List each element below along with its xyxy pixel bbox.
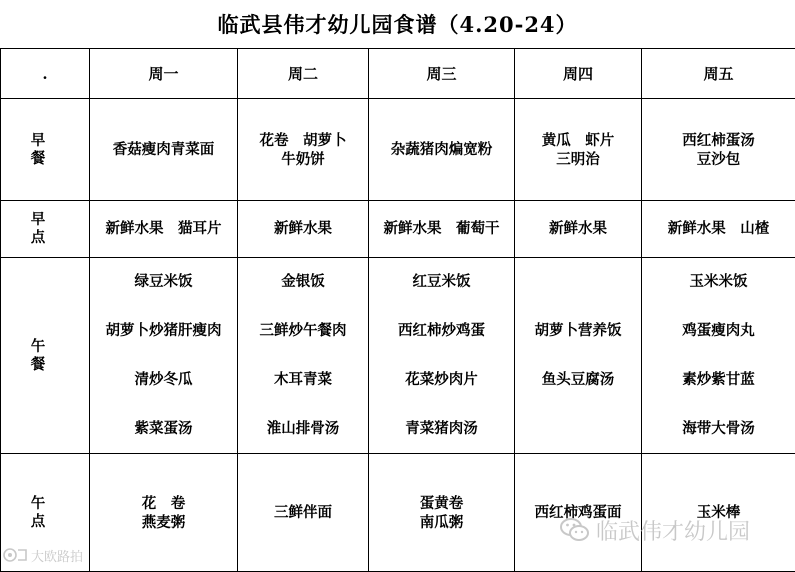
morning-snack-wed: 新鲜水果 葡萄干 bbox=[369, 201, 515, 258]
dish: 金银饭 bbox=[240, 258, 366, 306]
dish: 玉米米饭 bbox=[644, 258, 793, 306]
wechat-icon bbox=[560, 517, 590, 543]
dish: 鱼头豆腐汤 bbox=[517, 356, 639, 404]
meal-label-afternoon-snack: 午 点 bbox=[1, 454, 90, 572]
dish: 胡萝卜营养饭 bbox=[517, 307, 639, 355]
lunch-fri bbox=[642, 258, 795, 454]
dish: 燕麦粥 bbox=[92, 513, 235, 532]
corner-cell: . bbox=[1, 49, 90, 99]
dish: 鸡蛋瘦肉丸 bbox=[644, 307, 793, 355]
morning-snack-row bbox=[1, 201, 795, 258]
breakfast-wed bbox=[369, 99, 515, 201]
dish: 素炒紫甘蓝 bbox=[644, 356, 793, 404]
breakfast-row bbox=[1, 99, 795, 201]
dish: 牛奶饼 bbox=[240, 150, 366, 169]
dish: 海带大骨汤 bbox=[644, 405, 793, 453]
lunch-wed bbox=[369, 258, 515, 454]
breakfast-mon bbox=[90, 99, 238, 201]
dish: 木耳青菜 bbox=[240, 356, 366, 404]
dish bbox=[517, 405, 639, 453]
dish: 淮山排骨汤 bbox=[240, 405, 366, 453]
dish: 三鲜伴面 bbox=[240, 503, 366, 522]
dish: 三鲜炒午餐肉 bbox=[240, 307, 366, 355]
meal-label-breakfast: 早 餐 bbox=[1, 99, 90, 201]
dish: 黄瓜 虾片 bbox=[517, 131, 639, 150]
afternoon-snack-mon bbox=[90, 454, 238, 572]
meal-label-lunch: 午 餐 bbox=[1, 258, 90, 454]
day-header-tue: 周二 bbox=[238, 49, 369, 99]
breakfast-tue bbox=[238, 99, 369, 201]
dish: 西红柿炒鸡蛋 bbox=[371, 307, 512, 355]
dish: 清炒冬瓜 bbox=[92, 356, 235, 404]
dish: 蛋黄卷 bbox=[371, 494, 512, 513]
day-header-mon: 周一 bbox=[90, 49, 238, 99]
day-header-wed: 周三 bbox=[369, 49, 515, 99]
breakfast-thu bbox=[515, 99, 642, 201]
dish: 玉米棒 bbox=[644, 503, 793, 522]
dish: 花 卷 bbox=[92, 494, 235, 513]
dish: 香菇瘦肉青菜面 bbox=[92, 140, 235, 159]
breakfast-fri bbox=[642, 99, 795, 201]
dish: 花卷 胡萝卜 bbox=[240, 131, 366, 150]
meal-label-morning-snack: 早 点 bbox=[1, 201, 90, 258]
dish: 花菜炒肉片 bbox=[371, 356, 512, 404]
bottom-watermark-text: 大欧路拍 bbox=[31, 546, 83, 565]
camera-logo-icon bbox=[2, 546, 28, 564]
morning-snack-fri: 新鲜水果 山楂 bbox=[642, 201, 795, 258]
afternoon-snack-tue bbox=[238, 454, 369, 572]
dish: 绿豆米饭 bbox=[92, 258, 235, 306]
dish: 南瓜粥 bbox=[371, 513, 512, 532]
menu-title: 临武县伟才幼儿园食谱（4.20-24） bbox=[0, 0, 795, 48]
lunch-row bbox=[1, 258, 795, 454]
day-header-thu: 周四 bbox=[515, 49, 642, 99]
lunch-thu bbox=[515, 258, 642, 454]
dish bbox=[517, 258, 639, 306]
watermark-text: 临武伟才幼儿园 bbox=[596, 515, 750, 546]
dish: 豆沙包 bbox=[644, 150, 793, 169]
morning-snack-mon: 新鲜水果 猫耳片 bbox=[90, 201, 238, 258]
day-header-fri: 周五 bbox=[642, 49, 795, 99]
afternoon-snack-wed bbox=[369, 454, 515, 572]
dish: 三明治 bbox=[517, 150, 639, 169]
header-row bbox=[1, 49, 795, 99]
bottom-watermark bbox=[2, 544, 83, 566]
lunch-tue bbox=[238, 258, 369, 454]
dish: 紫菜蛋汤 bbox=[92, 405, 235, 453]
dish: 青菜猪肉汤 bbox=[371, 405, 512, 453]
dish: 西红柿蛋汤 bbox=[644, 131, 793, 150]
dish: 西红柿鸡蛋面 bbox=[517, 503, 639, 522]
lunch-mon bbox=[90, 258, 238, 454]
dish: 红豆米饭 bbox=[371, 258, 512, 306]
morning-snack-tue: 新鲜水果 bbox=[238, 201, 369, 258]
weekly-menu-table bbox=[0, 48, 795, 572]
wechat-watermark bbox=[560, 512, 795, 548]
morning-snack-thu: 新鲜水果 bbox=[515, 201, 642, 258]
dish: 杂蔬猪肉煸宽粉 bbox=[371, 140, 512, 159]
dish: 胡萝卜炒猪肝瘦肉 bbox=[92, 307, 235, 355]
